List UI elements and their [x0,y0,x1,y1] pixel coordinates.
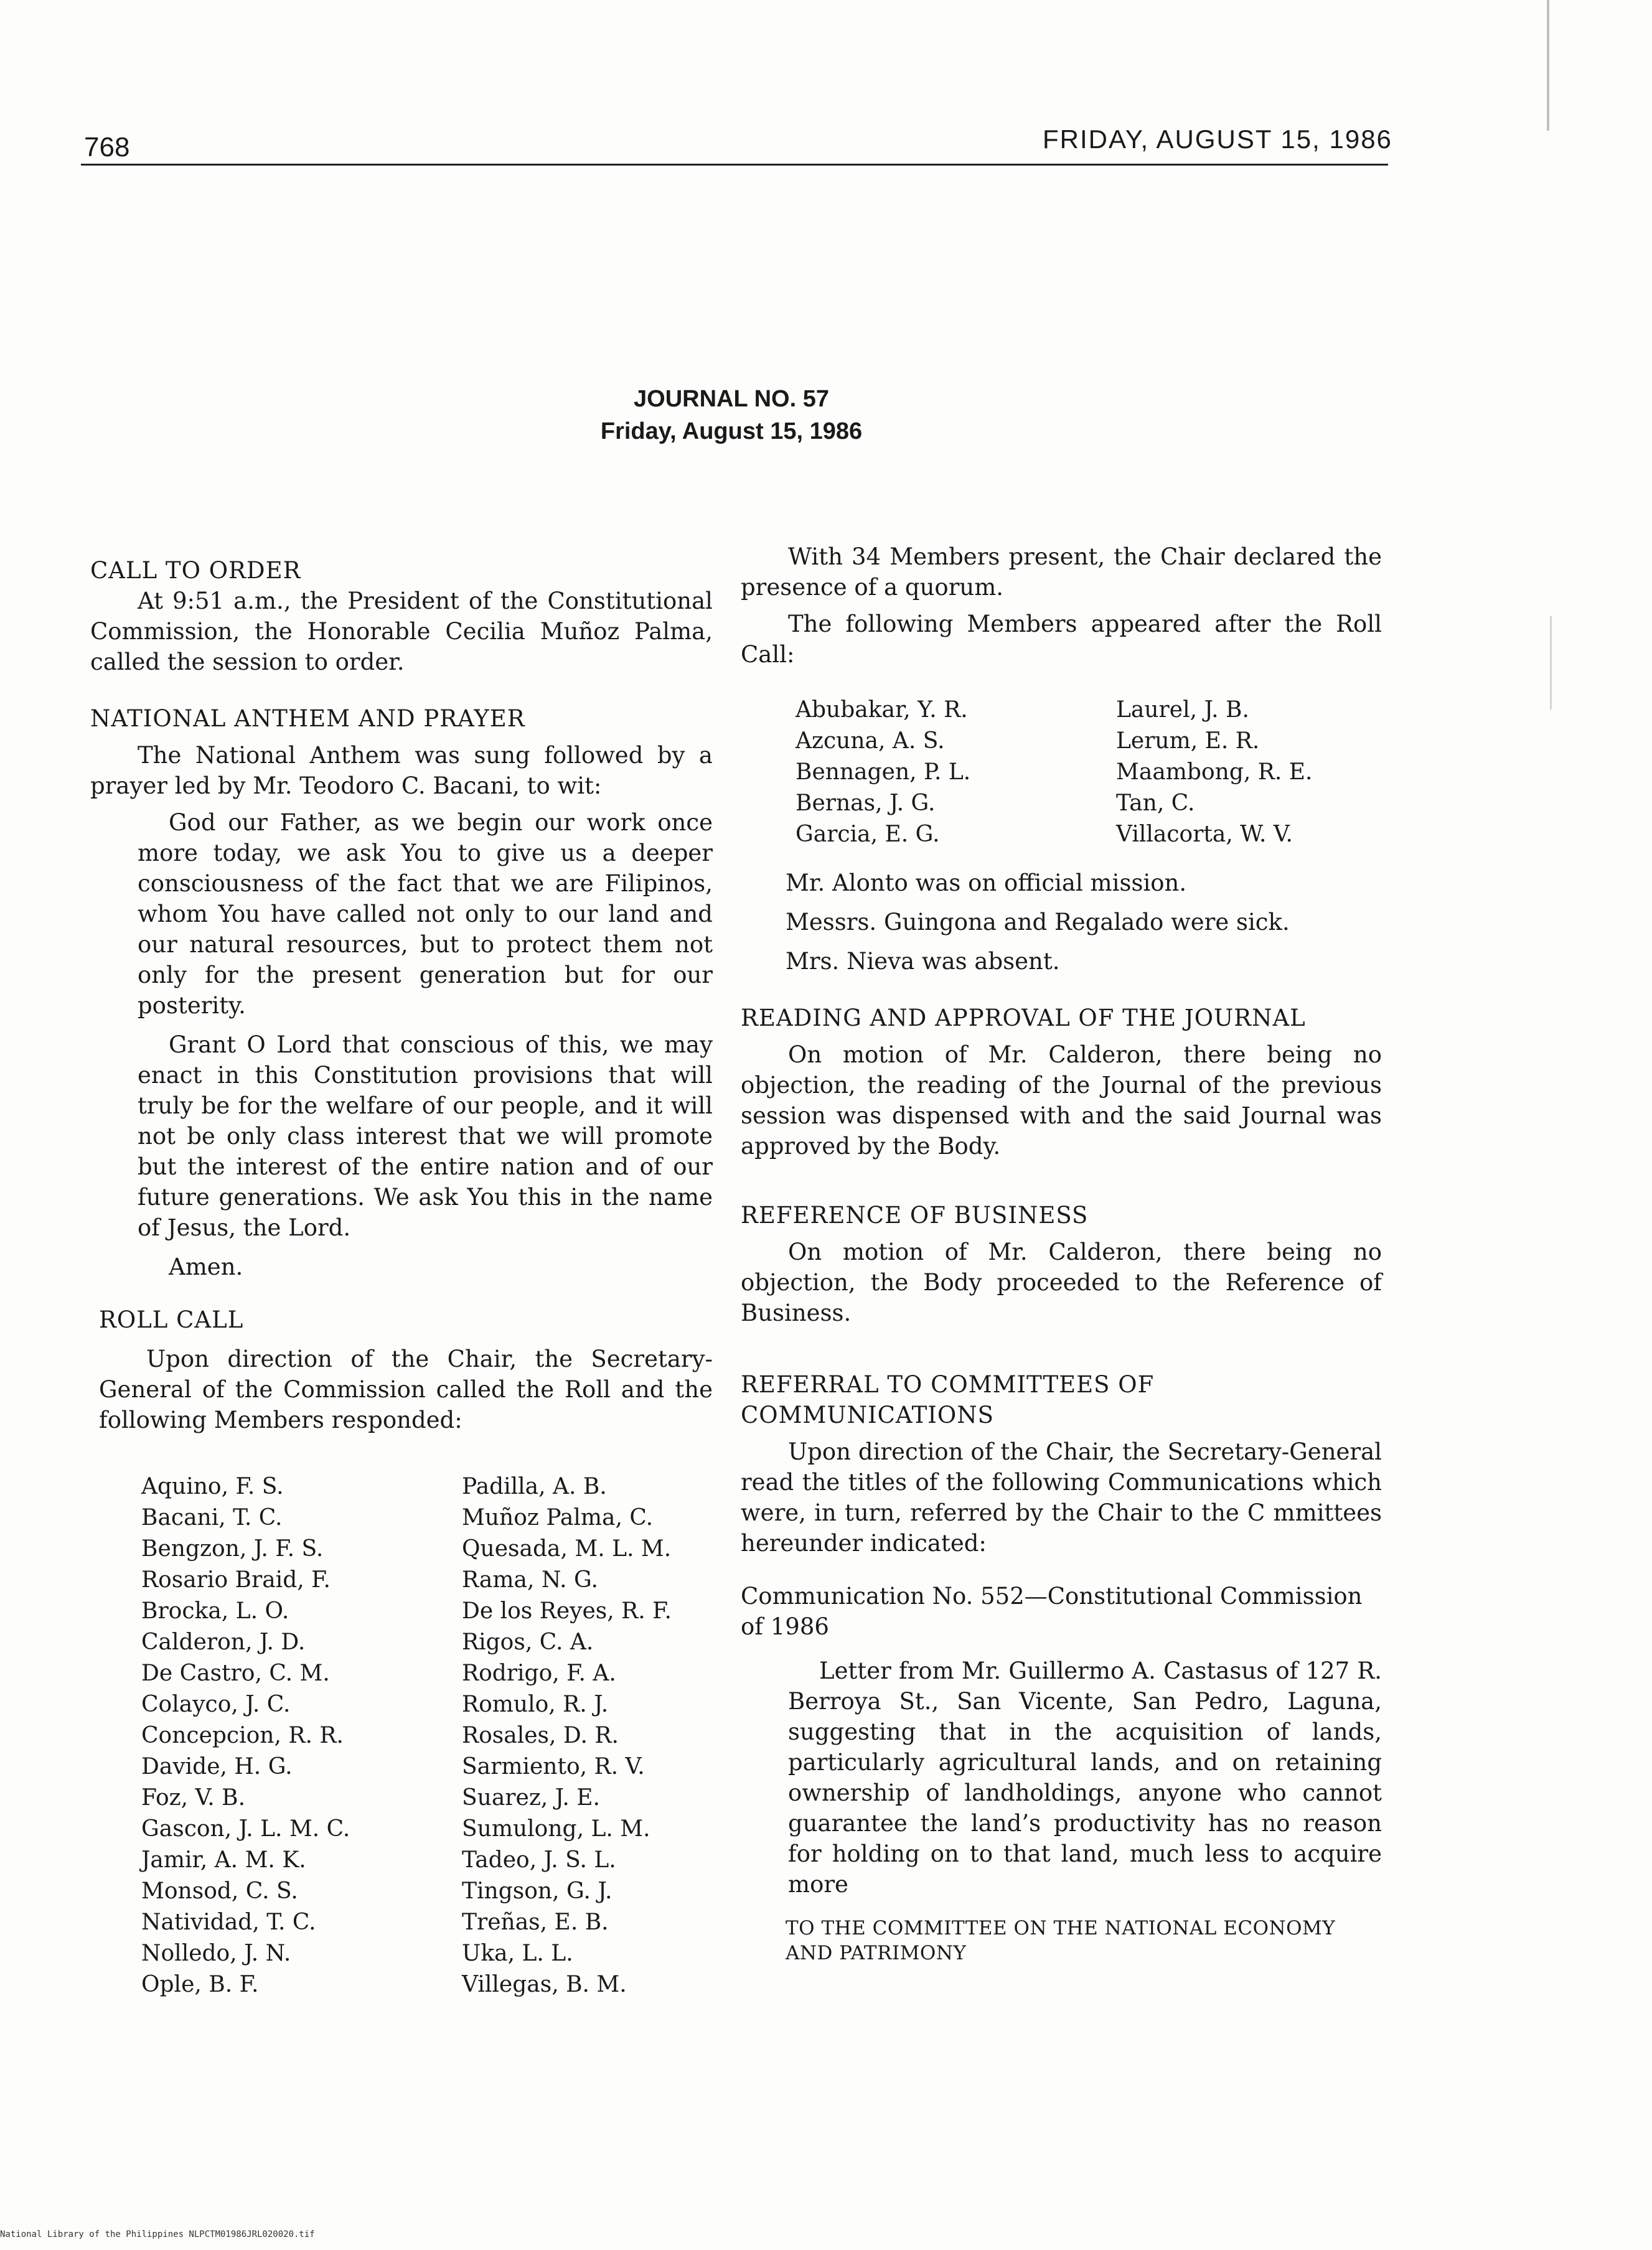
member-name: De los Reyes, R. F. [462,1598,672,1624]
committee-referral: TO THE COMMITTEE ON THE NATIONAL ECONOMY AND PATRIMONY [786,1917,1336,1964]
left-column [90,555,713,2000]
section-heading-reference: REFERENCE OF BUSINESS [741,1202,1089,1229]
header-rule [81,164,1388,166]
scan-edge-mark [1550,616,1552,710]
member-name: Natividad, T. C. [141,1910,316,1935]
member-name: Treñas, E. B. [462,1910,609,1935]
member-name: Colayco, J. C. [141,1692,291,1717]
late-member-name: Villacorta, W. V. [1116,822,1293,847]
absent-note: Mrs. Nieva was absent. [786,948,1060,975]
prayer-paragraph-2: Grant O Lord that conscious of this, we may enact in this Constitution provisions that will truly be for the welfare of our people, and it will not be only class interest that we will promote but the interest of the entire nation and of our future generations. We ask You this in the name of Jesus, the Lord. [138,1031,713,1241]
member-name: Aquino, F. S. [141,1474,284,1499]
member-name: Rigos, C. A. [462,1629,594,1655]
referral-text: Upon direction of the Chair, the Secretary-General read the titles of the following Communications which were, in turn, referred by the Chair to the C mmittees hereunder indicated: [741,1438,1382,1557]
sick-note: Messrs. Guingona and Regalado were sick. [786,909,1290,935]
section-heading-reading: READING AND APPROVAL OF THE JOURNAL [741,1005,1306,1031]
member-name: Concepcion, R. R. [141,1723,344,1748]
late-members-column-2 [1116,695,1437,850]
member-name: Muñoz Palma, C. [462,1505,654,1530]
member-name: Bacani, T. C. [141,1505,283,1530]
member-name: Suarez, J. E. [462,1785,600,1811]
late-members-list [741,695,1382,850]
late-member-name: Laurel, J. B. [1116,697,1249,723]
section-heading-anthem: NATIONAL ANTHEM AND PRAYER [90,705,525,732]
section-heading-roll-call: ROLL CALL [99,1306,244,1333]
member-name: Tadeo, J. S. L. [462,1847,616,1873]
late-member-name: Bernas, J. G. [795,790,936,816]
late-member-name: Garcia, E. G. [795,822,940,847]
journal-number: JOURNAL NO. 57 [634,386,829,412]
member-name: Rosales, D. R. [462,1723,619,1748]
member-name: Padilla, A. B. [462,1474,607,1499]
member-name: Uka, L. L. [462,1941,573,1966]
member-name: Nolledo, J. N. [141,1941,291,1966]
reading-text: On motion of Mr. Calderon, there being no objection, the reading of the Journal of the previous session was dispensed with and the said Journal was approved by the Body. [741,1041,1382,1160]
roll-call-text: Upon direction of the Chair, the Secretary-General of the Commission called the Roll and the following Members responded: [99,1346,713,1433]
member-name: Rodrigo, F. A. [462,1661,616,1686]
late-member-name: Tan, C. [1116,790,1195,816]
call-to-order-text: At 9:51 a.m., the President of the Constitutional Commission, the Honorable Cecilia Muñoz Palma, called the session to order. [90,588,713,675]
member-name: Rama, N. G. [462,1567,598,1593]
member-name: Jamir, A. M. K. [141,1847,306,1873]
reference-text: On motion of Mr. Calderon, there being no objection, the Body proceeded to the Reference of Business. [741,1239,1382,1326]
section-heading-referral: REFERRAL TO COMMITTEES OF [741,1371,1155,1398]
communication-letter: Letter from Mr. Guillermo A. Castasus of 127 R. Berroya St., San Vicente, San Pedro, Laguna, suggesting that in the acquisition of lands, particularly agricultural lands, and on retaining ownership of landholdings, anyone who cannot guarantee the land’s productivity has no reason for holding on to that land, much less to acquire more [788,1657,1382,1898]
late-member-name: Lerum, E. R. [1116,728,1260,754]
member-name: Monsod, C. S. [141,1878,298,1904]
page-number: 768 [84,132,130,162]
member-name: Brocka, L. O. [141,1598,289,1624]
late-member-name: Abubakar, Y. R. [795,697,968,723]
member-name: Tingson, G. J. [462,1878,612,1904]
prayer-amen: Amen. [169,1254,243,1280]
roll-call-list [90,1471,713,2000]
scan-footer: National Library of the Philippines NLPCTM01986JRL020020.tif [0,2229,315,2239]
member-name: Davide, H. G. [141,1754,293,1779]
member-name: Sumulong, L. M. [462,1816,650,1842]
member-name: Sarmiento, R. V. [462,1754,645,1779]
quorum-text: With 34 Members present, the Chair declared the presence of a quorum. [741,543,1382,601]
section-heading-referral-cont: COMMUNICATIONS [741,1402,994,1428]
communication-title: Communication No. 552—Constitutional Commission of 1986 [741,1583,1363,1640]
member-name: Ople, B. F. [141,1972,259,1997]
late-member-name: Maambong, R. E. [1116,759,1313,785]
member-name: Bengzon, J. F. S. [141,1536,324,1562]
roll-call-column-2 [462,1471,782,2000]
member-name: Calderon, J. D. [141,1629,306,1655]
member-name: Quesada, M. L. M. [462,1536,672,1562]
journal-title [0,383,1463,448]
prayer-paragraph-1: God our Father, as we begin our work once more today, we ask You to give us a deeper consciousness of the fact that we are Filipinos, whom You have called not only to our land and our natural resources, but to protect them not only for the present generation but for our posterity. [138,809,713,1019]
late-member-name: Bennagen, P. L. [795,759,971,785]
roll-call-column-1 [141,1471,462,2000]
scan-edge-mark [1547,0,1549,131]
member-name: Gascon, J. L. M. C. [141,1816,350,1842]
anthem-text: The National Anthem was sung followed by a prayer led by Mr. Teodoro C. Bacani, to wit: [90,742,713,799]
section-heading-call-to-order: CALL TO ORDER [90,557,301,584]
member-name: Romulo, R. J. [462,1692,609,1717]
member-name: De Castro, C. M. [141,1661,330,1686]
member-name: Rosario Braid, F. [141,1567,331,1593]
after-roll-text: The following Members appeared after the Roll Call: [741,611,1382,668]
late-members-column-1 [795,695,1116,850]
journal-date: Friday, August 15, 1986 [600,418,863,444]
alonto-note: Mr. Alonto was on official mission. [786,870,1187,896]
late-member-name: Azcuna, A. S. [795,728,945,754]
member-name: Foz, V. B. [141,1785,246,1811]
header-date: FRIDAY, AUGUST 15, 1986 [1043,124,1392,154]
member-name: Villegas, B. M. [462,1972,627,1997]
right-column [741,541,1382,1966]
